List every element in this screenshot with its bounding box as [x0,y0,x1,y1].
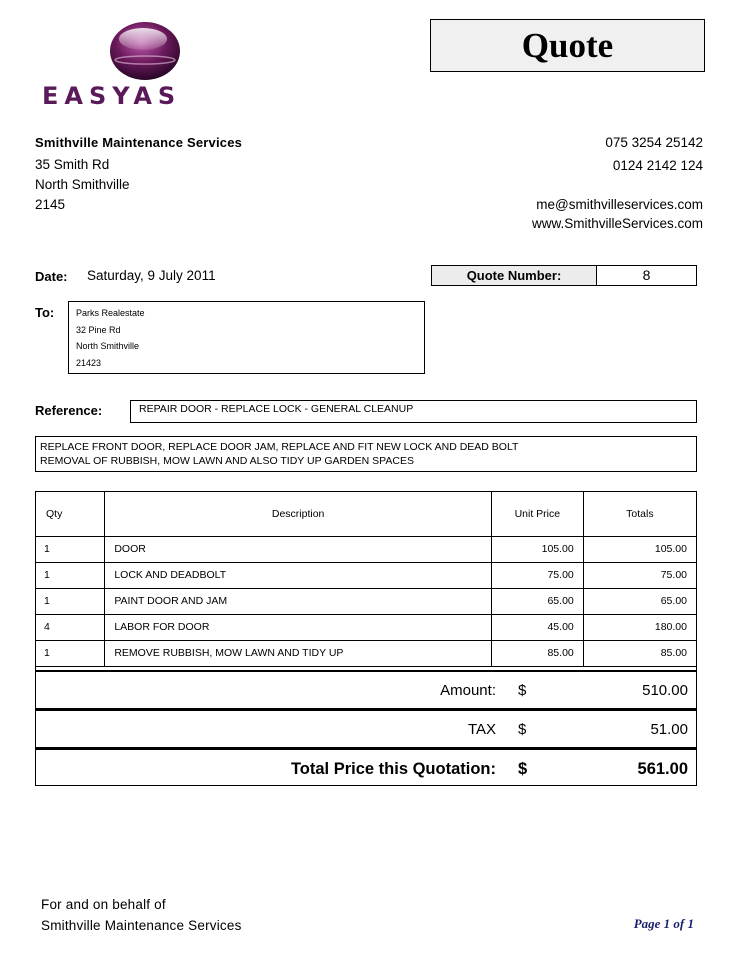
footer-behalf-line: For and on behalf of [41,897,166,912]
quote-number-value: 8 [596,265,697,286]
recipient-postcode: 21423 [76,357,102,368]
job-description-line-2: REMOVAL OF RUBBISH, MOW LAWN AND ALSO TIDY UP GARDEN SPACES [40,455,414,467]
logo-text: EASYAS [42,82,182,110]
row-qty: 1 [36,562,105,588]
row-qty: 1 [36,640,105,666]
tax-value: 51.00 [650,721,688,738]
recipient-suburb: North Smithville [76,341,140,351]
total-row [35,749,697,786]
row-qty: 1 [36,536,105,562]
row-unit-price: 85.00 [491,640,583,666]
items-table-header [36,492,696,536]
job-description [35,436,697,472]
row-total: 85.00 [583,640,696,666]
row-description: LOCK AND DEADBOLT [105,562,492,588]
row-total: 105.00 [583,536,696,562]
total-value: 561.00 [637,760,688,778]
amount-currency: $ [518,682,527,699]
table-row [36,640,696,666]
row-qty: 4 [36,614,105,640]
row-total: 65.00 [583,588,696,614]
total-label: Total Price this Quotation: [290,760,496,778]
amount-row [35,671,697,709]
quote-number-label: Quote Number: [431,265,597,286]
total-currency: $ [518,760,528,778]
header-qty: Qty [36,492,105,536]
row-unit-price: 75.00 [491,562,583,588]
items-table [35,491,697,671]
recipient-street: 32 Pine Rd [76,324,121,335]
to-label: To: [35,305,55,320]
row-qty: 1 [36,588,105,614]
table-row [36,562,696,588]
page-number: Page 1 of 1 [633,916,694,931]
row-description: LABOR FOR DOOR [105,614,492,640]
tax-label: TAX [467,721,496,738]
document-title: Quote [430,19,705,72]
row-description: REMOVE RUBBISH, MOW LAWN AND TIDY UP [105,640,492,666]
header-unit-price: Unit Price [491,492,583,536]
company-street: 35 Smith Rd [35,157,110,172]
tax-currency: $ [518,721,527,738]
amount-label: Amount: [440,682,496,699]
table-row [36,536,696,562]
job-description-line-1: REPLACE FRONT DOOR, REPLACE DOOR JAM, REPLACE AND FIT NEW LOCK AND DEAD BOLT [40,441,519,453]
company-suburb: North Smithville [35,177,130,192]
company-phone-2: 0124 2142 124 [612,158,703,173]
company-name: Smithville Maintenance Services [35,135,243,150]
reference-label: Reference: [35,403,103,418]
table-row [36,588,696,614]
reference-value: REPAIR DOOR - REPLACE LOCK - GENERAL CLEANUP [130,400,697,423]
header-totals: Totals [583,492,696,536]
date-value: Saturday, 9 July 2011 [87,268,216,283]
row-total: 75.00 [583,562,696,588]
row-description: PAINT DOOR AND JAM [105,588,492,614]
tax-row [35,710,697,748]
company-phone-1: 075 3254 25142 [605,135,703,150]
recipient-name: Parks Realestate [76,308,145,318]
table-row [36,614,696,640]
company-logo [40,22,250,114]
row-unit-price: 65.00 [491,588,583,614]
row-total: 180.00 [583,614,696,640]
header-description: Description [105,492,492,536]
date-label: Date: [35,269,68,284]
row-unit-price: 105.00 [491,536,583,562]
company-postcode: 2145 [35,197,66,212]
recipient-address [68,301,425,374]
row-description: DOOR [105,536,492,562]
company-website[interactable]: www.SmithvilleServices.com [531,216,703,231]
row-unit-price: 45.00 [491,614,583,640]
amount-value: 510.00 [642,682,688,699]
company-email[interactable]: me@smithvilleservices.com [536,197,703,212]
footer-company-name: Smithville Maintenance Services [41,918,242,933]
